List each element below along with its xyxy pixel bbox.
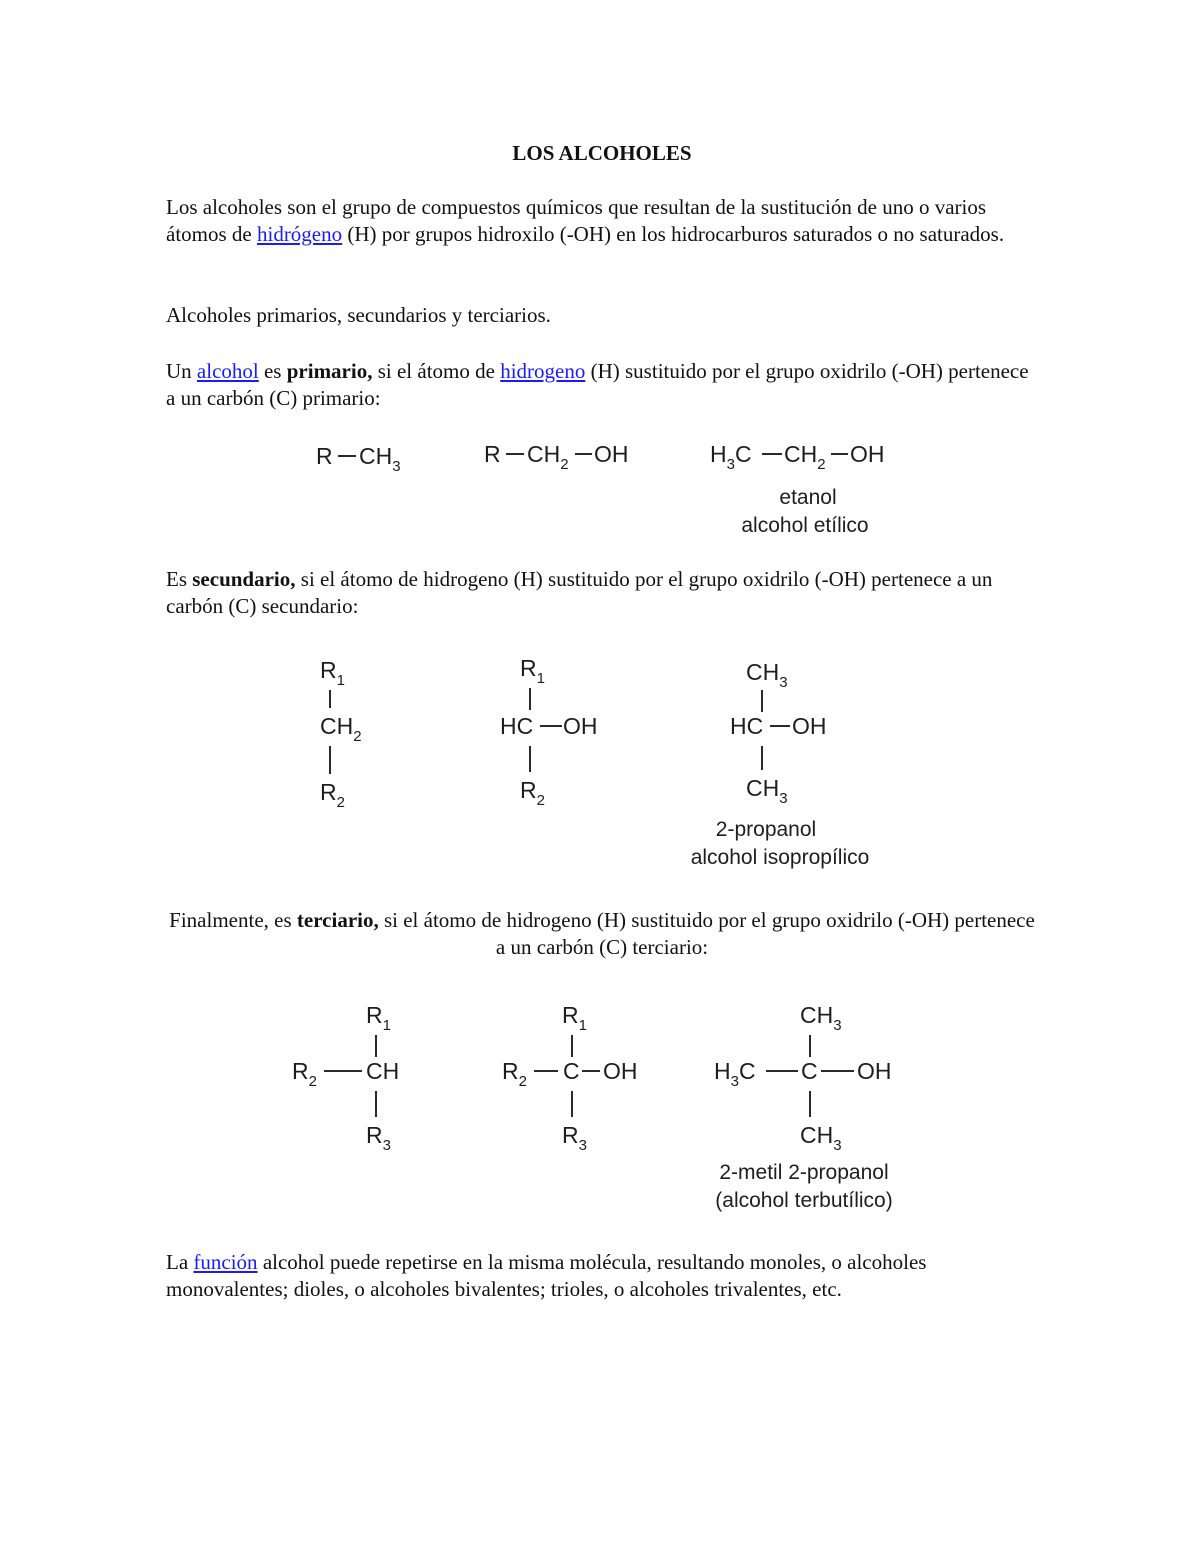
svg-text:OH: OH <box>792 713 827 739</box>
svg-text:R2: $R_2$ <box>292 1058 317 1090</box>
svg-text:CH2: $CH_2$ <box>320 713 362 745</box>
svg-text:R1: $R_1$ <box>366 1002 391 1034</box>
svg-text:CH3: $CH_3$ <box>359 443 401 475</box>
tertiary-bold: terciario, <box>296 908 379 932</box>
primary-text-3: si el átomo de <box>372 359 501 383</box>
etanol-label: etanol <box>779 486 837 509</box>
2-propanol-label: 2-propanol <box>715 818 817 841</box>
r1-hc-oh-r2-structure <box>500 655 598 809</box>
primary-text-4: (H) sustituido por el grupo oxidrilo (-OH) pertenece a un carbón (C) primario: <box>166 359 1029 410</box>
intro-text-end: (H) por grupos hidroxilo (-OH) en los hidrocarburos saturados o no saturados. <box>342 222 1005 246</box>
svg-text:R2: $R_2$ <box>520 777 545 809</box>
etanol-structure <box>710 441 885 537</box>
svg-text:CH3: $CH_3$ <box>746 775 788 807</box>
alcohol-isopropilico-label: alcohol isopropílico <box>690 846 870 869</box>
primary-bold: primario, <box>286 359 373 383</box>
svg-text:CH2: $CH_2$ <box>527 441 569 473</box>
svg-text:R3: $R_3$ <box>562 1122 587 1154</box>
svg-text:C: C <box>801 1058 818 1084</box>
svg-text:OH: OH <box>594 441 629 467</box>
svg-text:OH: OH <box>850 441 885 467</box>
r-ch3-structure <box>316 443 401 475</box>
tertiary-paragraph <box>166 907 1038 961</box>
intro-paragraph <box>166 194 1038 248</box>
svg-text:CH3: $CH_3$ <box>800 1122 842 1154</box>
svg-text:CH3: $CH_3$ <box>746 659 788 691</box>
link-alcohol[interactable]: alcohol <box>196 359 259 383</box>
svg-text:R1: $R_1$ <box>562 1002 587 1034</box>
tertiary-text: Finalmente, es <box>169 908 297 932</box>
link-hidrogeno[interactable]: hidrógeno <box>256 222 343 246</box>
svg-text:R1: $R_1$ <box>520 655 545 687</box>
svg-text:R: R <box>484 441 501 467</box>
secondary-text-2: si el átomo de hidrogeno (H) sustituido por el grupo oxidrilo (-OH) pertenece a un carbón (C) secundario: <box>166 567 993 618</box>
svg-text:CH: CH <box>366 1058 400 1084</box>
primary-text-2: es <box>258 359 287 383</box>
r1-r2-r3-ch-structure <box>292 1002 399 1154</box>
primary-paragraph <box>166 358 1038 412</box>
svg-text:H3C: $H_3C$ <box>714 1058 756 1090</box>
svg-text:CH2: $CH_2$ <box>784 441 826 473</box>
svg-text:OH: OH <box>603 1058 638 1084</box>
secondary-paragraph <box>166 566 1038 620</box>
subtitle-paragraph: Alcoholes primarios, secundarios y terciarios. <box>166 303 551 327</box>
svg-text:H3C: $H_3C$ <box>710 441 752 473</box>
svg-text:R: R <box>316 443 333 469</box>
2-metil-2-propanol-label: 2-metil 2-propanol <box>719 1161 889 1184</box>
svg-text:HC: HC <box>730 713 764 739</box>
primary-text: Un <box>166 359 197 383</box>
svg-text:R3: $R_3$ <box>366 1122 391 1154</box>
closing-text-2: alcohol puede repetirse en la misma molécula, resultando monoles, o alcoholes monovalentes; dioles, o alcoholes bivalentes; trioles, o alcoholes trivalentes, etc. <box>166 1250 927 1301</box>
svg-text:R2: $R_2$ <box>320 779 345 811</box>
r1-r2-r3-c-oh-structure <box>502 1002 638 1154</box>
2-propanol-structure <box>691 659 870 869</box>
alcohol-terbutilico-label: (alcohol terbutílico) <box>715 1189 893 1212</box>
2-metil-2-propanol-structure <box>714 1002 893 1212</box>
secondary-structures-diagram <box>300 650 920 875</box>
svg-text:R1: $R_1$ <box>320 657 345 689</box>
closing-text: La <box>166 1250 194 1274</box>
r-ch2-oh-structure <box>484 441 629 473</box>
svg-text:HC: HC <box>500 713 534 739</box>
secondary-bold: secundario, <box>192 567 296 591</box>
tertiary-text-2: si el átomo de hidrogeno (H) sustituido por el grupo oxidrilo (-OH) pertenece a un carbón (C) terciario: <box>378 908 1035 959</box>
r1-ch2-r2-structure <box>320 657 362 811</box>
svg-text:R2: $R_2$ <box>502 1058 527 1090</box>
svg-text:OH: OH <box>563 713 598 739</box>
link-hidrogeno-2[interactable]: hidrogeno <box>500 359 586 383</box>
page-title: LOS ALCOHOLES <box>512 141 692 165</box>
closing-paragraph <box>166 1249 1038 1303</box>
primary-structures-diagram <box>300 430 920 550</box>
tertiary-structures-diagram <box>280 995 930 1220</box>
svg-text:OH: OH <box>857 1058 892 1084</box>
alcohol-etilico-label: alcohol etílico <box>741 514 869 537</box>
secondary-text: Es <box>166 567 193 591</box>
svg-text:CH3: $CH_3$ <box>800 1002 842 1034</box>
svg-text:C: C <box>563 1058 580 1084</box>
link-funcion[interactable]: función <box>193 1250 258 1274</box>
intro-text: Los alcoholes son el grupo de compuestos químicos que resultan de la sustitución de uno o varios átomos de <box>166 195 987 246</box>
